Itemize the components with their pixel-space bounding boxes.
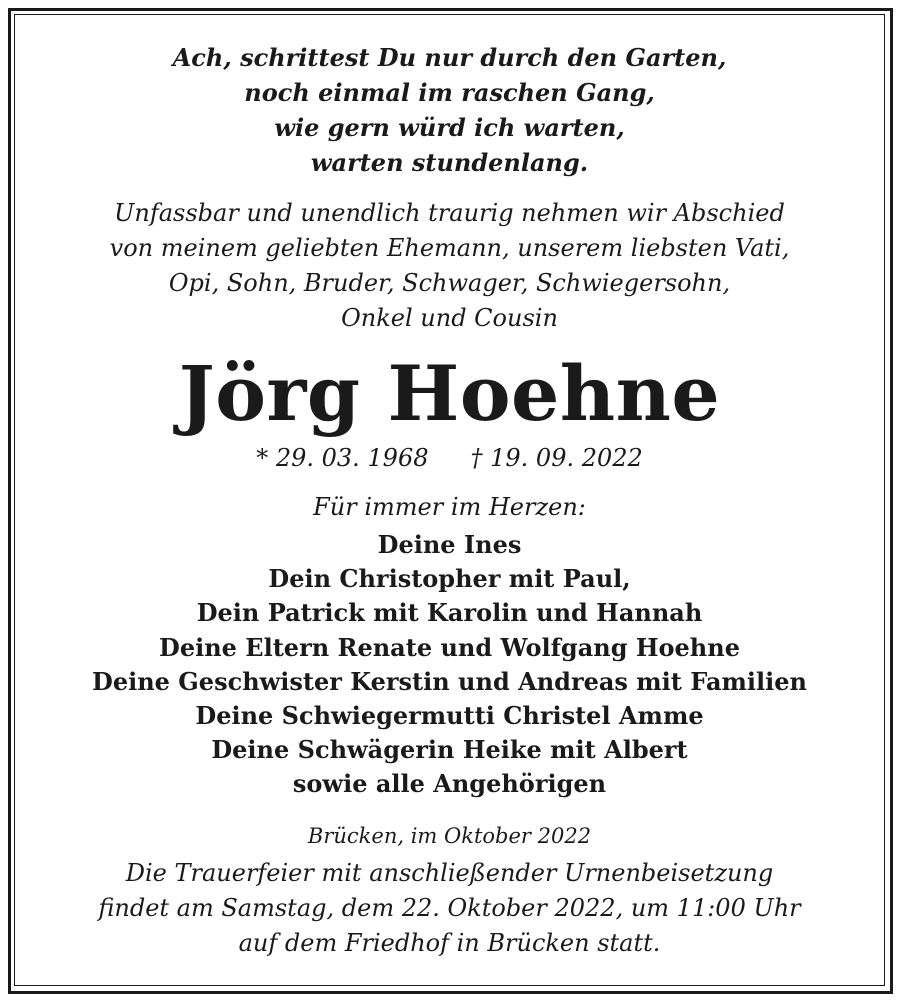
poem-line: Ach, schrittest Du nur durch den Garten, bbox=[172, 43, 727, 72]
farewell-line: Opi, Sohn, Bruder, Schwager, Schwiegersohn, bbox=[168, 269, 731, 297]
farewell-line: von meinem geliebten Ehemann, unserem liebsten Vati, bbox=[109, 234, 790, 262]
mourner-line: Dein Patrick mit Karolin und Hannah bbox=[196, 598, 703, 628]
forever-heading: Für immer im Herzen: bbox=[313, 493, 586, 521]
mourner-line: Dein Christopher mit Paul, bbox=[268, 564, 631, 594]
mourner-line: Deine Schwägerin Heike mit Albert bbox=[211, 735, 688, 765]
poem-line: warten stundenlang. bbox=[310, 148, 589, 177]
death-date: † 19. 09. 2022 bbox=[470, 444, 643, 472]
funeral-line: Die Trauerfeier mit anschließender Urnenbeisetzung bbox=[125, 858, 774, 887]
mourner-line: Deine Ines bbox=[377, 530, 522, 559]
place-date: Brücken, im Oktober 2022 bbox=[307, 823, 592, 848]
mourner-line: Deine Eltern Renate und Wolfgang Hoehne bbox=[159, 632, 740, 662]
farewell-text bbox=[16, 196, 883, 336]
poem-line: wie gern würd ich warten, bbox=[274, 113, 625, 142]
mourner-line: Deine Geschwister Kerstin und Andreas mit Familien bbox=[92, 666, 807, 696]
obituary-notice bbox=[16, 40, 883, 961]
funeral-info bbox=[16, 856, 883, 961]
life-dates bbox=[16, 442, 883, 474]
poem bbox=[16, 40, 883, 180]
mourner-line: sowie alle Angehörigen bbox=[292, 769, 607, 799]
poem-line: noch einmal im raschen Gang, bbox=[244, 78, 655, 107]
mourners-list bbox=[16, 528, 883, 802]
farewell-line: Onkel und Cousin bbox=[341, 304, 558, 332]
funeral-line: auf dem Friedhof in Brücken statt. bbox=[238, 928, 661, 957]
funeral-line: findet am Samstag, dem 22. Oktober 2022, um 11:00 Uhr bbox=[98, 893, 801, 922]
farewell-line: Unfassbar und unendlich traurig nehmen wir Abschied bbox=[114, 199, 785, 227]
mourner-line: Deine Schwiegermutti Christel Amme bbox=[195, 701, 704, 731]
birth-date: * 29. 03. 1968 bbox=[256, 444, 429, 472]
deceased-name: Jörg Hoehne bbox=[178, 349, 721, 438]
